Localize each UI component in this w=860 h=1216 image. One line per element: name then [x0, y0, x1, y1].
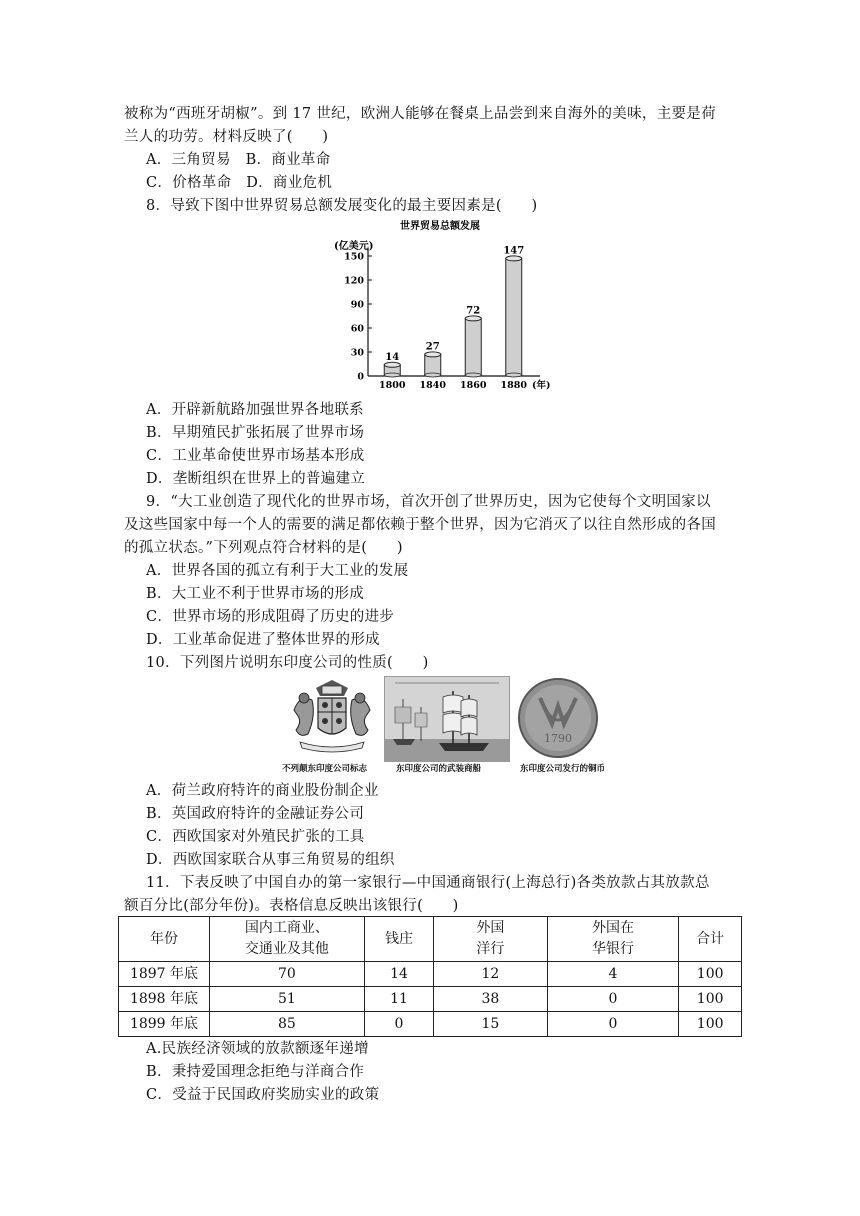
world-trade-bar-chart [330, 216, 560, 392]
chart-title: 世界贸易总额发展 [400, 221, 480, 232]
col-header-foreign-firms [434, 917, 548, 962]
chart-x-tick-label: 1860 [460, 380, 487, 391]
q7-text-line-2: 兰人的功劳。材料反映了( ) [124, 129, 329, 145]
chart-y-tick-label: 90 [350, 299, 364, 311]
table-cell: 0 [547, 1012, 679, 1037]
table-row [119, 1012, 742, 1037]
chart-bar [425, 352, 441, 377]
col-header-qianzhuang: 钱庄 [364, 917, 433, 962]
coin-year-text: 1790 [544, 732, 572, 745]
table-cell: 38 [434, 987, 548, 1012]
table-cell: 100 [679, 962, 742, 987]
q8-option-b: B．早期殖民扩张拓展了世界市场 [146, 425, 365, 441]
q7-text-line-1: 被称为“西班牙胡椒”。到 17 世纪，欧洲人能够在餐桌上品尝到来自海外的美味，主要是荷 [124, 106, 716, 122]
q10-option-d: D．西欧国家联合从事三角贸易的组织 [146, 852, 395, 868]
q11-stem-line-1: 11．下表反映了中国自办的第一家银行—中国通商银行(上海总行)各类放款占其放款总 [146, 875, 710, 891]
q9-stem-line-3: 的孤立状态。”下列观点符合材料的是( ) [124, 540, 403, 556]
chart-y-tick-label: 60 [350, 323, 364, 335]
table-cell: 14 [364, 962, 433, 987]
chart-y-tick-label: 0 [357, 371, 364, 383]
table-cell: 15 [434, 1012, 548, 1037]
table-cell: 4 [547, 962, 679, 987]
col-header-year: 年份 [119, 917, 210, 962]
q9-stem-line-2: 及这些国家中每一个人的需要的满足都依赖于整个世界，因为它消灭了以往自然形成的各国 [124, 517, 716, 533]
chart-y-tick-label: 150 [344, 251, 364, 263]
q9-option-d: D．工业革命促进了整体世界的形成 [146, 632, 380, 648]
q9-stem-line-1: 9．“大工业创造了现代化的世界市场，首次开创了世界历史，因为它使每个文明国家以 [146, 494, 711, 510]
q8-stem: 8．导致下图中世界贸易总额发展变化的最主要因素是( ) [146, 198, 538, 214]
chart-bar [506, 256, 522, 377]
col-header-foreign-banks [547, 917, 679, 962]
table-cell: 51 [210, 987, 365, 1012]
q10-image-row [282, 676, 642, 776]
chart-x-tick-label: 1840 [419, 380, 446, 391]
q10-option-b: B．英国政府特许的金融证券公司 [146, 806, 365, 822]
chart-x-tick-label: 1800 [379, 380, 406, 391]
caption-coin: 东印度公司发行的铜币 [520, 764, 606, 774]
chart-x-tick-label: 1880 [500, 380, 527, 391]
q7-option-row-1: A．三角贸易 B．商业革命 [146, 152, 331, 168]
q10-stem: 10．下列图片说明东印度公司的性质( ) [146, 655, 429, 671]
caption-emblem: 不列颠东印度公司标志 [282, 764, 368, 774]
q9-option-a: A．世界各国的孤立有利于大工业的发展 [146, 563, 409, 579]
table-cell: 1899 年底 [119, 1012, 210, 1037]
table-cell: 100 [679, 987, 742, 1012]
q11-stem-line-2: 额百分比(部分年份)。表格信息反映出该银行( ) [124, 898, 459, 914]
table-cell: 70 [210, 962, 365, 987]
q8-option-d: D．垄断组织在世界上的普遍建立 [146, 471, 366, 487]
col-header-foreign-banks-line-2: 华银行 [591, 941, 634, 957]
col-header-domestic-line-2: 交通业及其他 [244, 941, 329, 957]
chart-y-unit-label: (亿美元) [334, 241, 374, 252]
col-header-domestic-line-1: 国内工商业、 [244, 920, 329, 936]
col-header-total: 合计 [679, 917, 742, 962]
q11-option-a: A.民族经济领域的放款额逐年递增 [146, 1041, 369, 1057]
table-header-row [119, 917, 742, 962]
table-cell: 100 [679, 1012, 742, 1037]
q11-option-b: B．秉持爱国理念拒绝与洋商合作 [146, 1064, 365, 1080]
chart-bar [384, 362, 400, 377]
chart-y-tick-label: 30 [350, 347, 364, 359]
caption-ship: 东印度公司的武装商船 [396, 764, 482, 774]
col-header-foreign-banks-line-1: 外国在 [591, 920, 634, 936]
col-header-foreign-firms-line-2: 洋行 [476, 941, 505, 957]
col-header-domestic [210, 917, 365, 962]
company-emblem-image [286, 676, 378, 756]
armed-merchant-ship-image [384, 676, 510, 762]
q9-option-b: B．大工业不利于世界市场的形成 [146, 586, 365, 602]
copper-coin-image [516, 676, 600, 760]
loan-percentage-table [118, 916, 742, 1037]
chart-data-label: 72 [466, 305, 481, 317]
table-cell: 0 [547, 987, 679, 1012]
q11-option-c: C．受益于民国政府奖励实业的政策 [146, 1087, 380, 1103]
col-header-foreign-firms-line-1: 外国 [476, 920, 505, 936]
q10-option-c: C．西欧国家对外殖民扩张的工具 [146, 829, 365, 845]
q8-option-c: C．工业革命使世界市场基本形成 [146, 448, 365, 464]
table-cell: 0 [364, 1012, 433, 1037]
table-cell: 1898 年底 [119, 987, 210, 1012]
table-cell: 1897 年底 [119, 962, 210, 987]
table-cell: 12 [434, 962, 548, 987]
table-cell: 85 [210, 1012, 365, 1037]
chart-data-label: 27 [425, 341, 440, 353]
q9-option-c: C．世界市场的形成阻碍了历史的进步 [146, 609, 395, 625]
chart-x-unit-label: (年) [532, 380, 551, 391]
table-row [119, 962, 742, 987]
q7-option-row-2: C．价格革命 D．商业危机 [146, 175, 333, 191]
chart-svg [330, 216, 560, 392]
q10-option-a: A．荷兰政府特许的商业股份制企业 [146, 783, 379, 799]
table-cell: 11 [364, 987, 433, 1012]
chart-data-label: 147 [503, 245, 525, 257]
chart-data-label: 14 [385, 351, 400, 363]
chart-y-tick-label: 120 [344, 275, 364, 287]
table-row [119, 987, 742, 1012]
chart-bar [465, 316, 481, 377]
q8-option-a: A．开辟新航路加强世界各地联系 [146, 402, 364, 418]
